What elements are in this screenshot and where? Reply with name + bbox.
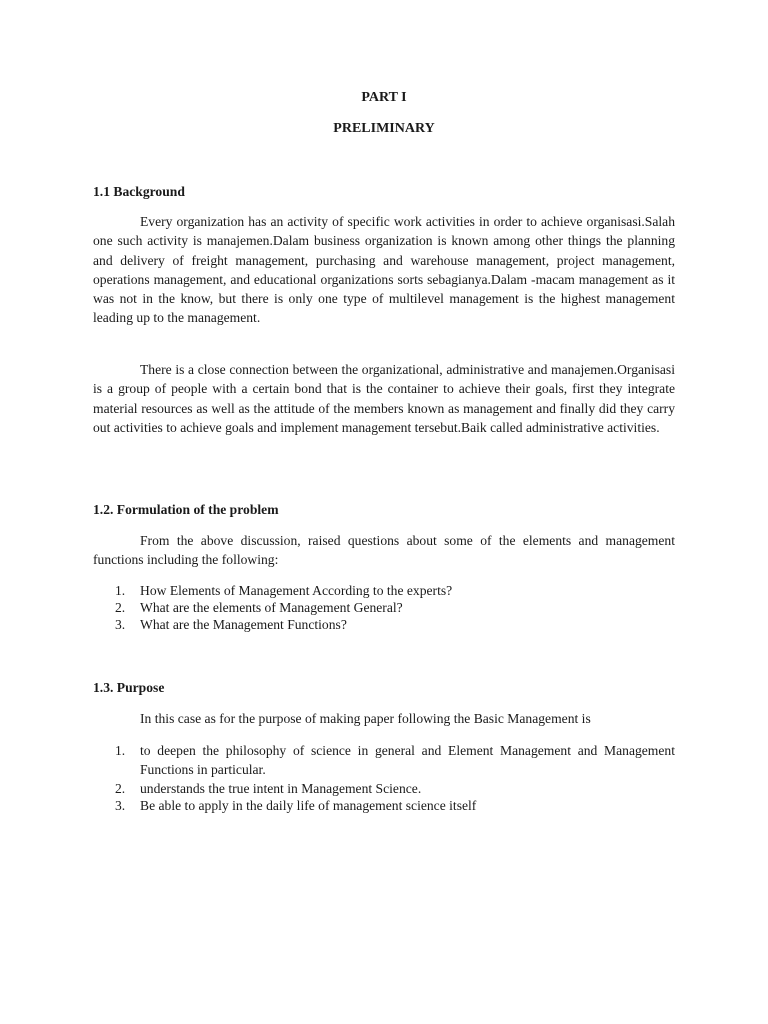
list-number: 1. — [115, 583, 126, 598]
list-number: 3. — [115, 617, 126, 633]
list-text: What are the Management Functions? — [140, 617, 347, 633]
part-title: PART I — [361, 90, 407, 105]
list-item — [93, 741, 675, 780]
purpose-intro: In this case as for the purpose of making paper following the Basic Management is — [140, 711, 591, 726]
list-number: 3. — [115, 797, 126, 813]
purpose-heading: 1.3. Purpose — [93, 680, 165, 695]
background-heading: 1.1 Background — [93, 184, 185, 199]
background-paragraph-1: Every organization has an activity of specific work activities in order to achieve organisasi.Salah one such activity is manajemen.Dalam business organization is known among other things the planning and delivery of freight management, purchasing and warehouse management, project management, operations management, and educational organizations sorts sebagianya.Dalam -macam management as it was not in the know, but there is only one type of multilevel management is the highest management leading up to the management. — [93, 214, 675, 326]
chapter-title: PRELIMINARY — [333, 121, 435, 136]
list-item — [93, 599, 675, 616]
problem-list — [93, 582, 675, 634]
list-number: 2. — [115, 600, 126, 616]
list-item — [93, 797, 675, 814]
purpose-list — [93, 741, 675, 814]
list-number: 2. — [115, 780, 126, 796]
list-item — [93, 582, 675, 599]
list-text: to deepen the philosophy of science in general and Element Management and Management Functions in particular. — [140, 743, 675, 778]
list-item — [93, 616, 675, 633]
problem-intro: From the above discussion, raised questions about some of the elements and management functions including the following: — [93, 533, 675, 568]
list-text: What are the elements of Management General? — [140, 600, 403, 616]
problem-heading: 1.2. Formulation of the problem — [93, 502, 279, 517]
list-text: Be able to apply in the daily life of management science itself — [140, 797, 477, 813]
list-text: How Elements of Management According to the experts? — [140, 583, 453, 598]
list-number: 1. — [115, 743, 126, 758]
background-paragraph-2: There is a close connection between the organizational, administrative and manajemen.Organisasi is a group of people with a certain bond that is the container to achieve their goals, first they integrate material resources as well as the attitude of the members known as management and finally did they carry out activities to achieve goals and implement management tersebut.Baik called administrative activities. — [93, 362, 675, 435]
list-item — [93, 780, 675, 797]
list-text: understands the true intent in Management Science. — [140, 780, 422, 796]
